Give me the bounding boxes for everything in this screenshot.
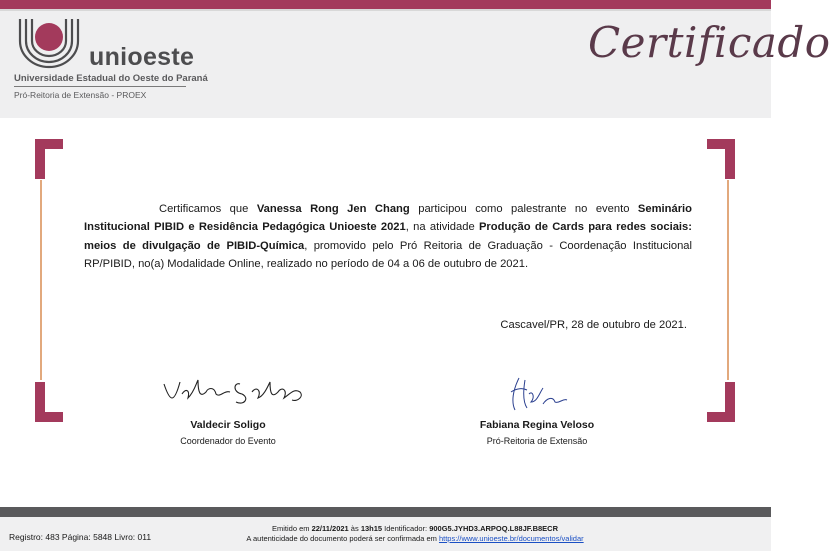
certificate-body xyxy=(84,200,692,274)
emission-info xyxy=(200,524,630,533)
activity-name: Produção de Cards para redes sociais: meios de divulgação de PIBID-Química xyxy=(84,221,692,252)
left-border-line xyxy=(40,180,42,380)
event-name: Seminário Institucional PIBID e Residência Pedagógica Unioeste 2021 xyxy=(84,203,692,234)
identifier-code: 900G5.JYHD3.ARPOQ.L88JF.B8ECR xyxy=(429,524,559,533)
emit-prefix: Emitido em xyxy=(271,524,312,533)
brand-name: unioeste xyxy=(89,43,195,71)
emit-date: 22/11/2021 xyxy=(311,524,349,533)
identifier-label: Identificador: xyxy=(382,524,430,533)
certificate-title: Certificado xyxy=(588,18,831,67)
signer-role: Coordenador do Evento xyxy=(180,436,276,446)
place-date: Cascavel/PR, 28 de outubro de 2021. xyxy=(500,319,687,331)
registry-info: Registro: 483 Página: 5848 Livro: 011 xyxy=(9,532,152,542)
role-text: participou como palestrante no evento xyxy=(409,203,638,215)
intro-text: Certificamos que xyxy=(159,203,257,215)
signature-valdecir-icon xyxy=(160,372,310,414)
signer-name: Fabiana Regina Veloso xyxy=(479,419,595,431)
corner-top-left-icon xyxy=(35,139,63,179)
right-border-line xyxy=(727,180,729,380)
promoter-text: , promovido pelo Pró Reitoria de Graduação - Coordenação Institucional RP/PIBID, no(a) Modalidade Online, realizado no período de 04 a 06 de outubro de 2021. xyxy=(84,239,692,271)
top-accent-bar xyxy=(0,0,771,9)
signer-name: Valdecir Soligo xyxy=(190,419,266,431)
university-name: Universidade Estadual do Oeste do Paraná xyxy=(14,73,208,84)
footer-bar xyxy=(0,507,771,517)
authenticity-info xyxy=(200,534,630,543)
validation-link[interactable]: https://www.unioeste.br/documentos/validar xyxy=(438,534,584,543)
brand-divider xyxy=(14,86,186,87)
corner-bottom-left-icon xyxy=(35,382,63,422)
corner-bottom-right-icon xyxy=(707,382,735,422)
participant-name: Vanessa Rong Jen Chang xyxy=(256,203,410,215)
signature-fabiana-icon xyxy=(505,374,575,414)
activity-intro: , na atividade xyxy=(405,221,479,234)
emit-time: 13h15 xyxy=(360,524,383,533)
auth-text: A autenticidade do documento poderá ser confirmada em xyxy=(246,534,439,543)
emit-mid: às xyxy=(348,524,361,533)
department-name: Pró-Reitoria de Extensão - PROEX xyxy=(14,90,147,100)
signer-role: Pró-Reitoria de Extensão xyxy=(486,436,588,446)
corner-top-right-icon xyxy=(707,139,735,179)
unioeste-logo-icon xyxy=(14,17,84,69)
